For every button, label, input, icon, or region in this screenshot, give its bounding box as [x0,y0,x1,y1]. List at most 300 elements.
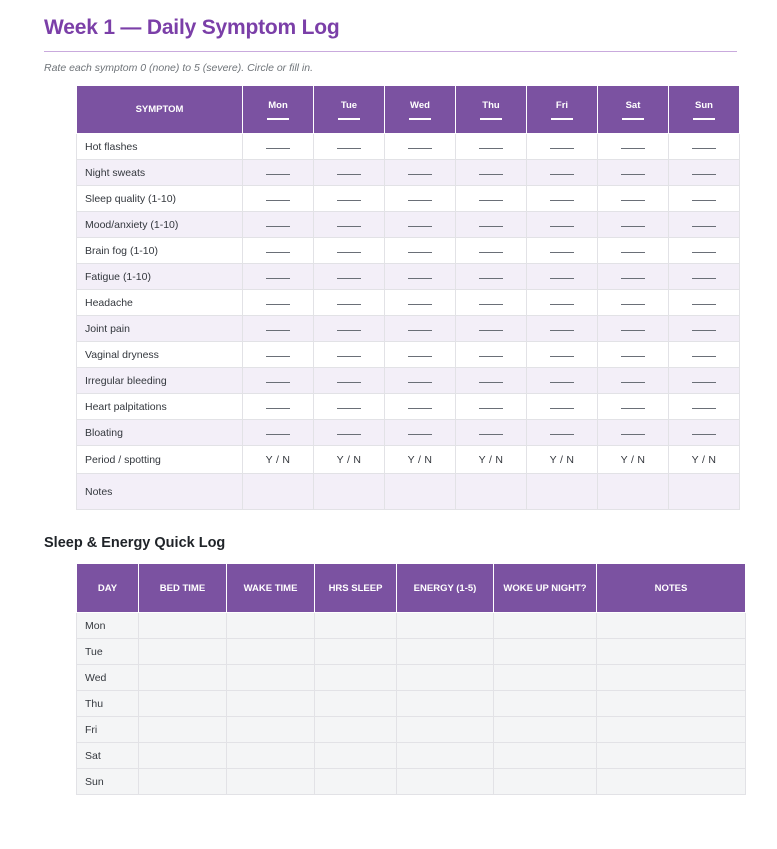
sleep-entry-cell[interactable] [139,613,227,639]
write-line [692,330,716,331]
entry-cell-yes-no[interactable]: Y / N [243,446,314,474]
symptom-label-cell: Vaginal dryness [77,342,243,368]
sleep-log-table [76,563,746,795]
write-line [266,408,290,409]
entry-cell-blank[interactable] [385,160,456,186]
entry-cell-blank[interactable] [598,290,669,316]
sleep-day-label-cell: Wed [77,665,139,691]
sleep-section-title: Sleep & Energy Quick Log [44,535,226,551]
table-row [77,290,740,316]
sleep-entry-cell[interactable] [494,639,597,665]
entry-cell-blank[interactable] [598,264,669,290]
write-line [408,434,432,435]
column-header-label: Sun [695,99,713,111]
entry-cell-blank[interactable] [243,394,314,420]
column-header-label: Fri [555,99,569,111]
entry-cell-blank[interactable] [527,420,598,446]
entry-cell-blank[interactable] [314,186,385,212]
entry-cell-yes-no[interactable]: Y / N [598,446,669,474]
write-line [621,330,645,331]
sleep-entry-cell[interactable] [597,639,746,665]
entry-cell-blank[interactable] [385,186,456,212]
sleep-header-row [77,564,746,613]
write-line [408,356,432,357]
table-row [77,474,740,510]
sleep-entry-cell[interactable] [315,769,397,795]
table-row [77,691,746,717]
sleep-entry-cell[interactable] [397,665,494,691]
entry-cell-blank[interactable] [243,160,314,186]
entry-cell-blank[interactable] [527,134,598,160]
sleep-entry-cell[interactable] [315,691,397,717]
sleep-entry-cell[interactable] [315,717,397,743]
sleep-entry-cell[interactable] [227,665,315,691]
write-line [408,148,432,149]
entry-cell-notes[interactable] [598,474,669,510]
write-line [266,434,290,435]
write-line [408,226,432,227]
entry-cell-blank[interactable] [669,160,740,186]
symptom-label-cell: Hot flashes [77,134,243,160]
symptom-table-head [77,86,740,134]
entry-cell-yes-no[interactable]: Y / N [456,446,527,474]
write-line [266,382,290,383]
sleep-entry-cell[interactable] [597,613,746,639]
write-line [408,252,432,253]
symptom-col-header-fri [527,86,598,134]
entry-cell-blank[interactable] [456,420,527,446]
entry-cell-blank[interactable] [669,264,740,290]
symptom-col-header-sat [598,86,669,134]
sleep-entry-cell[interactable] [494,769,597,795]
write-line [266,174,290,175]
header-write-line [338,118,360,120]
sleep-entry-cell[interactable] [227,639,315,665]
entry-cell-blank[interactable] [527,212,598,238]
header-write-line [267,118,289,120]
entry-cell-blank[interactable] [385,394,456,420]
entry-cell-blank[interactable] [314,316,385,342]
column-header-label: Mon [268,99,288,111]
sleep-entry-cell[interactable] [315,743,397,769]
entry-cell-notes[interactable] [527,474,598,510]
entry-cell-blank[interactable] [314,212,385,238]
entry-cell-blank[interactable] [385,212,456,238]
write-line [550,148,574,149]
write-line [621,382,645,383]
sleep-entry-cell[interactable] [397,769,494,795]
symptom-col-header-thu [456,86,527,134]
sleep-entry-cell[interactable] [139,665,227,691]
entry-cell-blank[interactable] [385,134,456,160]
symptom-col-header-mon [243,86,314,134]
entry-cell-blank[interactable] [243,264,314,290]
instructions-text: Rate each symptom 0 (none) to 5 (severe). Circle or fill in. [44,62,314,74]
sleep-entry-cell[interactable] [227,613,315,639]
entry-cell-blank[interactable] [669,342,740,368]
entry-cell-blank[interactable] [243,342,314,368]
table-row [77,134,740,160]
write-line [408,382,432,383]
entry-cell-blank[interactable] [314,368,385,394]
write-line [692,226,716,227]
entry-cell-blank[interactable] [669,134,740,160]
write-line [337,278,361,279]
entry-cell-blank[interactable] [598,342,669,368]
sleep-entry-cell[interactable] [139,743,227,769]
sleep-entry-cell[interactable] [315,665,397,691]
header-write-line [551,118,573,120]
entry-cell-blank[interactable] [598,160,669,186]
symptom-label-cell: Brain fog (1-10) [77,238,243,264]
header-write-line [693,118,715,120]
symptom-label-cell: Heart palpitations [77,394,243,420]
write-line [408,200,432,201]
write-line [621,356,645,357]
table-row [77,238,740,264]
sleep-col-header-wake: WAKE TIME [227,564,315,613]
entry-cell-blank[interactable] [385,368,456,394]
write-line [266,226,290,227]
sleep-day-label-cell: Thu [77,691,139,717]
write-line [337,174,361,175]
write-line [621,174,645,175]
sleep-col-header-day: DAY [77,564,139,613]
symptom-col-header-symptom [77,86,243,134]
write-line [479,226,503,227]
write-line [692,252,716,253]
sleep-entry-cell[interactable] [494,743,597,769]
column-header-label: Wed [410,99,430,111]
entry-cell-blank[interactable] [243,420,314,446]
write-line [692,304,716,305]
sleep-entry-cell[interactable] [139,639,227,665]
entry-cell-blank[interactable] [243,212,314,238]
entry-cell-blank[interactable] [669,420,740,446]
write-line [408,174,432,175]
entry-cell-blank[interactable] [669,186,740,212]
write-line [479,252,503,253]
write-line [621,200,645,201]
sleep-col-header-notes: NOTES [597,564,746,613]
header-write-line [622,118,644,120]
sleep-entry-cell[interactable] [494,691,597,717]
header-write-line [409,118,431,120]
sleep-table-body [77,613,746,795]
entry-cell-blank[interactable] [598,394,669,420]
table-row [77,420,740,446]
write-line [479,148,503,149]
entry-cell-notes[interactable] [456,474,527,510]
symptom-label-cell: Joint pain [77,316,243,342]
sleep-col-header-hrs: HRS SLEEP [315,564,397,613]
entry-cell-blank[interactable] [598,316,669,342]
entry-cell-blank[interactable] [243,238,314,264]
write-line [692,278,716,279]
write-line [479,330,503,331]
write-line [550,252,574,253]
column-header-label: Thu [482,99,500,111]
write-line [692,408,716,409]
entry-cell-blank[interactable] [598,420,669,446]
write-line [479,356,503,357]
entry-cell-blank[interactable] [243,134,314,160]
entry-cell-notes[interactable] [385,474,456,510]
entry-cell-blank[interactable] [456,134,527,160]
sleep-entry-cell[interactable] [597,717,746,743]
write-line [337,252,361,253]
entry-cell-yes-no[interactable]: Y / N [385,446,456,474]
write-line [337,382,361,383]
sleep-entry-cell[interactable] [139,769,227,795]
entry-cell-blank[interactable] [243,186,314,212]
sleep-col-header-energy: ENERGY (1-5) [397,564,494,613]
write-line [408,304,432,305]
entry-cell-blank[interactable] [385,290,456,316]
entry-cell-blank[interactable] [456,394,527,420]
table-row [77,446,740,474]
write-line [550,278,574,279]
entry-cell-blank[interactable] [669,316,740,342]
write-line [479,278,503,279]
entry-cell-blank[interactable] [456,264,527,290]
sleep-entry-cell[interactable] [397,743,494,769]
sleep-entry-cell[interactable] [227,691,315,717]
write-line [692,200,716,201]
write-line [337,408,361,409]
write-line [479,200,503,201]
table-row [77,613,746,639]
entry-cell-blank[interactable] [385,316,456,342]
entry-cell-blank[interactable] [456,368,527,394]
entry-cell-blank[interactable] [385,264,456,290]
entry-cell-blank[interactable] [314,394,385,420]
sleep-day-label-cell: Fri [77,717,139,743]
write-line [550,200,574,201]
table-row [77,665,746,691]
sleep-entry-cell[interactable] [597,665,746,691]
table-row [77,769,746,795]
entry-cell-blank[interactable] [314,160,385,186]
write-line [550,356,574,357]
sleep-entry-cell[interactable] [227,717,315,743]
write-line [550,226,574,227]
header-write-line [480,118,502,120]
table-row [77,186,740,212]
write-line [337,200,361,201]
entry-cell-blank[interactable] [598,186,669,212]
entry-cell-blank[interactable] [385,420,456,446]
write-line [337,356,361,357]
entry-cell-blank[interactable] [527,290,598,316]
symptom-label-cell: Mood/anxiety (1-10) [77,212,243,238]
symptom-label-cell: Bloating [77,420,243,446]
entry-cell-blank[interactable] [527,264,598,290]
sleep-entry-cell[interactable] [397,639,494,665]
write-line [337,434,361,435]
symptom-label-cell: Irregular bleeding [77,368,243,394]
write-line [266,304,290,305]
entry-cell-blank[interactable] [456,316,527,342]
write-line [337,304,361,305]
entry-cell-blank[interactable] [527,160,598,186]
entry-cell-blank[interactable] [669,238,740,264]
entry-cell-blank[interactable] [314,420,385,446]
write-line [266,356,290,357]
table-row [77,394,740,420]
symptom-col-header-sun [669,86,740,134]
sleep-entry-cell[interactable] [397,613,494,639]
sleep-entry-cell[interactable] [597,691,746,717]
entry-cell-blank[interactable] [456,186,527,212]
table-row [77,717,746,743]
table-row [77,743,746,769]
entry-cell-blank[interactable] [456,160,527,186]
column-header-label: Sat [625,99,641,111]
sleep-entry-cell[interactable] [597,743,746,769]
entry-cell-blank[interactable] [314,290,385,316]
write-line [550,330,574,331]
entry-cell-notes[interactable] [669,474,740,510]
entry-cell-blank[interactable] [243,316,314,342]
entry-cell-yes-no[interactable]: Y / N [669,446,740,474]
entry-cell-blank[interactable] [598,238,669,264]
entry-cell-blank[interactable] [598,212,669,238]
entry-cell-blank[interactable] [669,290,740,316]
write-line [621,304,645,305]
write-line [479,434,503,435]
entry-cell-notes[interactable] [314,474,385,510]
sleep-entry-cell[interactable] [494,717,597,743]
sleep-entry-cell[interactable] [397,691,494,717]
write-line [479,408,503,409]
sleep-day-label-cell: Tue [77,639,139,665]
write-line [692,356,716,357]
write-line [337,226,361,227]
entry-cell-blank[interactable] [456,212,527,238]
entry-cell-notes[interactable] [243,474,314,510]
write-line [621,434,645,435]
page-title: Week 1 — Daily Symptom Log [44,16,340,39]
sleep-entry-cell[interactable] [139,717,227,743]
entry-cell-blank[interactable] [314,134,385,160]
write-line [621,278,645,279]
write-line [550,408,574,409]
symptom-label-cell: Fatigue (1-10) [77,264,243,290]
symptom-label-cell: Night sweats [77,160,243,186]
write-line [550,382,574,383]
sleep-entry-cell[interactable] [227,769,315,795]
write-line [266,330,290,331]
entry-cell-blank[interactable] [385,238,456,264]
entry-cell-blank[interactable] [243,290,314,316]
symptom-col-header-tue [314,86,385,134]
write-line [621,408,645,409]
entry-cell-blank[interactable] [527,316,598,342]
entry-cell-blank[interactable] [527,238,598,264]
symptom-label-cell: Sleep quality (1-10) [77,186,243,212]
table-row [77,639,746,665]
entry-cell-blank[interactable] [527,368,598,394]
entry-cell-blank[interactable] [598,134,669,160]
write-line [621,252,645,253]
sleep-entry-cell[interactable] [494,665,597,691]
sleep-day-label-cell: Sat [77,743,139,769]
write-line [408,278,432,279]
write-line [692,148,716,149]
table-row [77,342,740,368]
symptom-header-row [77,86,740,134]
sleep-entry-cell[interactable] [315,639,397,665]
write-line [266,278,290,279]
entry-cell-blank[interactable] [314,238,385,264]
write-line [550,174,574,175]
write-line [550,434,574,435]
symptom-label-cell: Notes [77,474,243,510]
sleep-entry-cell[interactable] [139,691,227,717]
write-line [266,252,290,253]
entry-cell-yes-no[interactable]: Y / N [314,446,385,474]
entry-cell-yes-no[interactable]: Y / N [527,446,598,474]
write-line [692,382,716,383]
entry-cell-blank[interactable] [669,394,740,420]
symptom-table-body [77,134,740,510]
entry-cell-blank[interactable] [314,264,385,290]
entry-cell-blank[interactable] [314,342,385,368]
entry-cell-blank[interactable] [669,212,740,238]
sleep-entry-cell[interactable] [597,769,746,795]
table-row [77,160,740,186]
write-line [337,148,361,149]
sleep-entry-cell[interactable] [397,717,494,743]
write-line [266,148,290,149]
write-line [337,330,361,331]
entry-cell-blank[interactable] [456,342,527,368]
entry-cell-blank[interactable] [527,186,598,212]
sleep-col-header-bed: BED TIME [139,564,227,613]
write-line [692,174,716,175]
sleep-col-header-woke: WOKE UP NIGHT? [494,564,597,613]
entry-cell-blank[interactable] [527,342,598,368]
sleep-entry-cell[interactable] [315,613,397,639]
write-line [621,226,645,227]
entry-cell-blank[interactable] [598,368,669,394]
symptom-label-cell: Headache [77,290,243,316]
sleep-entry-cell[interactable] [494,613,597,639]
table-row [77,264,740,290]
write-line [266,200,290,201]
write-line [479,304,503,305]
column-header-label: Tue [340,99,358,111]
sleep-table-head [77,564,746,613]
write-line [621,148,645,149]
entry-cell-blank[interactable] [385,342,456,368]
table-row [77,316,740,342]
entry-cell-blank[interactable] [456,290,527,316]
sleep-day-label-cell: Sun [77,769,139,795]
table-row [77,368,740,394]
entry-cell-blank[interactable] [527,394,598,420]
entry-cell-blank[interactable] [456,238,527,264]
sleep-entry-cell[interactable] [227,743,315,769]
write-line [550,304,574,305]
entry-cell-blank[interactable] [243,368,314,394]
write-line [479,174,503,175]
symptom-log-table [76,85,740,510]
title-divider [44,51,737,52]
write-line [408,330,432,331]
entry-cell-blank[interactable] [669,368,740,394]
